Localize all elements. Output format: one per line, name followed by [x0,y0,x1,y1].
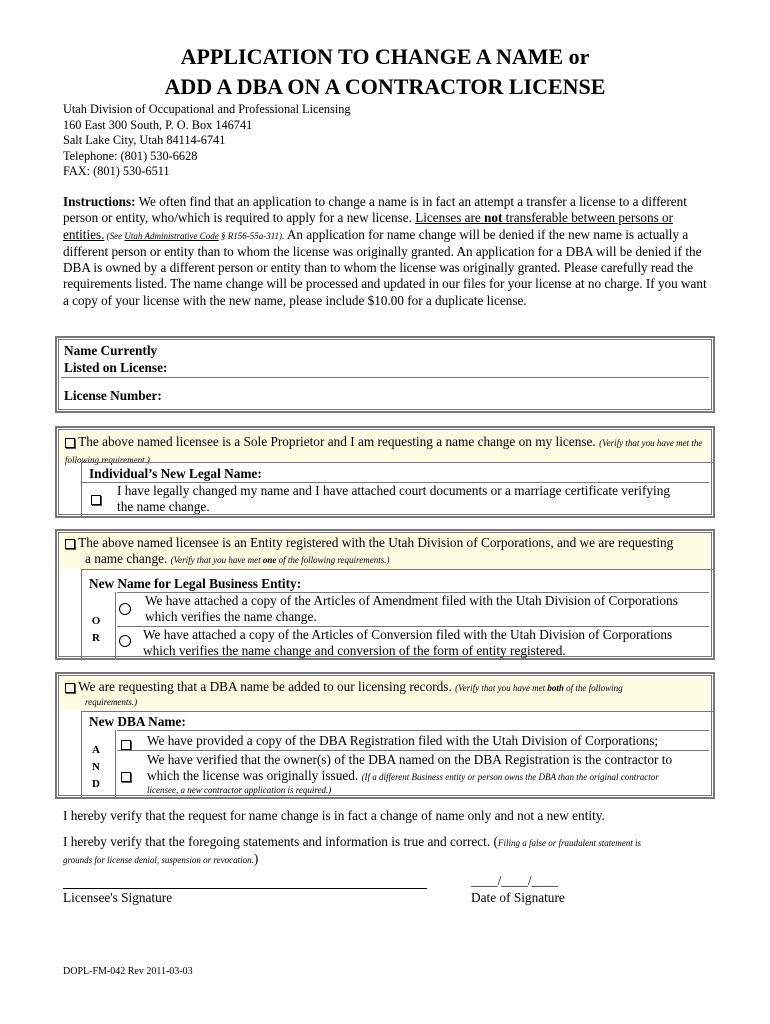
new-entity-name-field[interactable] [327,573,707,590]
page-title-line1: APPLICATION TO CHANGE A NAME or [180,44,590,69]
sole-proprietor-checkbox[interactable] [65,438,75,448]
signature-label: Licensee's Signature [63,890,173,905]
dba-registration-requirement: We have provided a copy of the DBA Registration filed with the Utah Division of Corporations; [147,733,659,748]
address-line: FAX: (801) 530-6511 [63,164,170,179]
name-currently-label: Name Currently Listed on License: [64,343,168,375]
verify-true-statement: I hereby verify that the foregoing statements and information is true and correct. (Filing a false or fraudulent statement is grounds for license denial, suspension or revocation.) [63,834,641,866]
agency-address [63,102,351,180]
instructions-text-2: An application for name change will be denied if the new name is actually a different person or entity than to whom the license was originally granted. An application for a DBA will be denied if the DBA is owned by a different person or entity than to whom the license was originally granted. Please carefully read the requirements listed. The name change will be processed and updated in our files for your license at no charge. If you want a copy of your license with the new name, please include $10.00 for a duplicate license. [63,226,707,308]
form-code: DOPL-FM-042 Rev 2011-03-03 [63,966,193,977]
instructions-text: We often find that an application to change a name is in fact an attempt a transfer a license to a different person or entity, who/which is required to apply for a new license. [63,194,687,226]
address-line: Utah Division of Occupational and Professional Licensing [63,102,351,116]
dba-note: (Verify that you have met both of the following [455,683,623,693]
instructions-paragraph [63,194,708,309]
sole-proprietor-header: The above named licensee is a Sole Proprietor and I am requesting a name change on my license. (Verify that you have met the following requirement.) [65,434,703,465]
entity-note: (Verify that you have met one of the following requirements.) [170,555,390,565]
entity-section [55,529,715,660]
dba-section [55,672,715,799]
signature-line[interactable] [63,888,427,889]
dba-note-line2: requirements.) [85,697,138,707]
verify-name-change-statement: I hereby verify that the request for name change is in fact a change of name only and not a new entity. [63,808,605,823]
license-number-label: License Number: [64,388,162,403]
dba-header: We are requesting that a DBA name be added to our licensing records. (Verify that you have met both of the following requirements.) [65,679,715,708]
address-line: Telephone: (801) 530-6628 [63,148,198,163]
new-dba-name-field[interactable] [197,712,707,729]
sole-proprietor-note: (Verify that you have met the following requirement.) [65,438,703,465]
dba-checkbox[interactable] [65,683,75,693]
articles-of-conversion-option: We have attached a copy of the Articles of Conversion filed with the Utah Division of Corporations which verifies the name change and conversion of the form of entity registered. [143,627,673,658]
entity-header: The above named licensee is an Entity registered with the Utah Division of Corporations, and we are requesting a name change. (Verify that you have met one of the following requirements.) [65,535,715,568]
sole-proprietor-section [55,426,715,518]
articles-of-conversion-radio[interactable] [119,635,131,647]
date-label: Date of Signature [471,890,565,905]
new-entity-name-label: New Name for Legal Business Entity: [89,576,302,591]
current-license-box [55,336,715,413]
address-line: 160 East 300 South, P. O. Box 146741 [63,117,253,132]
license-number-field[interactable] [177,380,709,408]
court-documents-checkbox[interactable] [91,495,101,505]
instructions-label: Instructions: [63,194,136,209]
dba-registration-checkbox[interactable] [121,740,131,750]
new-dba-name-label: New DBA Name: [89,714,186,729]
or-indicator: O R [91,615,101,644]
entity-checkbox[interactable] [65,539,75,549]
and-indicator: A N D [92,744,100,790]
new-legal-name-label: Individual’s New Legal Name: [89,466,262,481]
page-title-line2: ADD A DBA ON A CONTRACTOR LICENSE [164,74,606,99]
dba-owner-requirement: We have verified that the owner(s) of the DBA named on the DBA Registration is the contractor to which the license was originally issued. (If a different Business entity or person owns the DBA than the original contractor licensee, a new contractor application is required.) [147,752,673,795]
date-field[interactable]: ____/____/____ [471,873,559,888]
articles-of-amendment-radio[interactable] [119,603,131,615]
current-name-field[interactable] [177,342,709,376]
rule-reference: (See Utah Administrative Code § R156-55a-311). [104,230,285,241]
not-transferable-text: Licenses are not transferable between persons or entities. [63,210,673,242]
articles-of-amendment-option: We have attached a copy of the Articles of Amendment filed with the Utah Division of Corporations which verifies the name change. [145,593,678,624]
dba-owner-checkbox[interactable] [121,772,131,782]
address-line: Salt Lake City, Utah 84114-6741 [63,133,226,148]
court-documents-requirement: I have legally changed my name and I have attached court documents or a marriage certificate verifying the name change. [117,483,671,514]
new-legal-name-field[interactable] [287,464,707,481]
